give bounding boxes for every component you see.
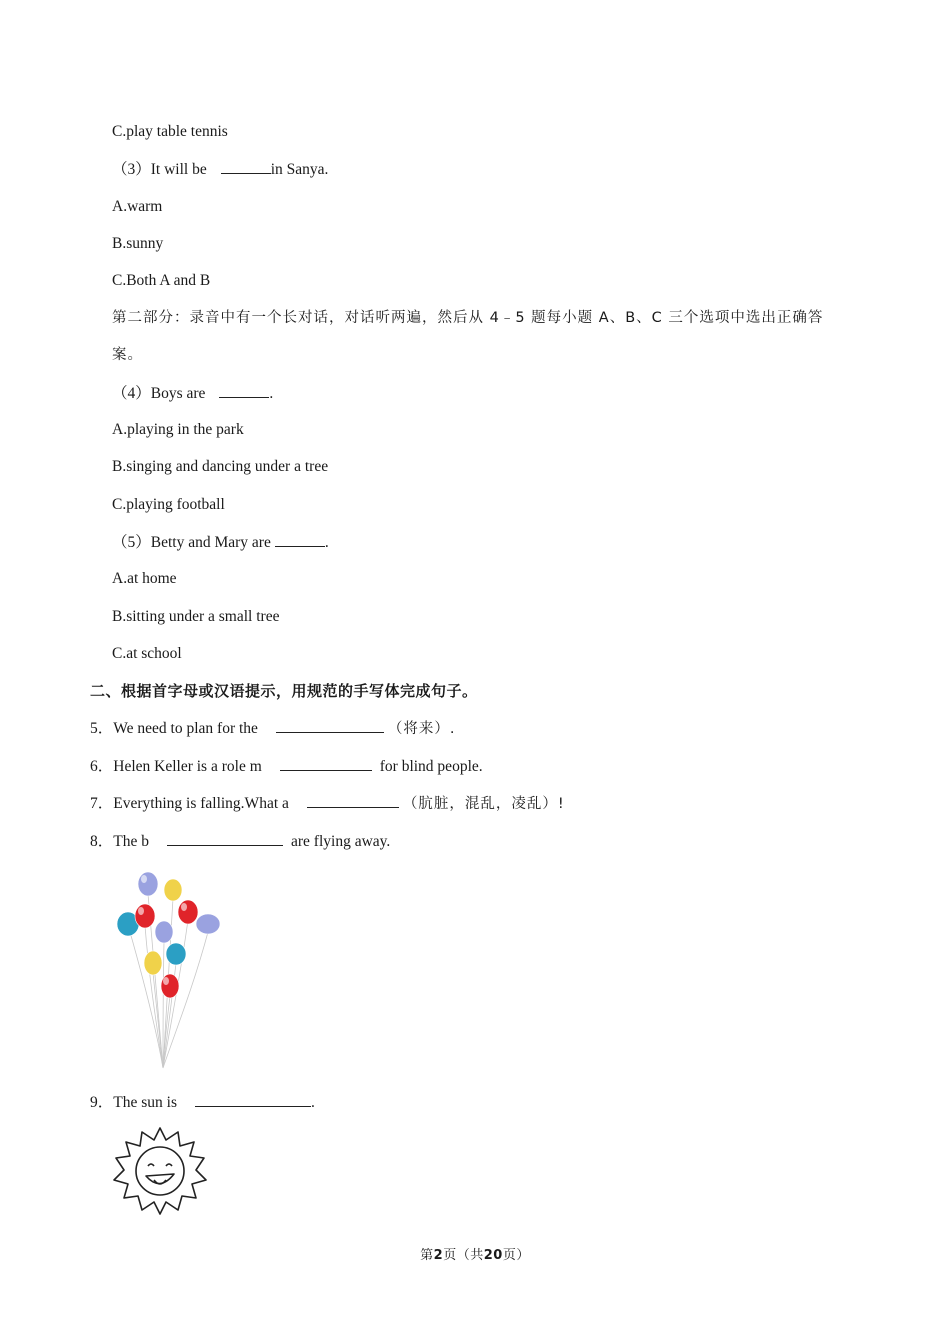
question-4 (112, 383, 273, 404)
question-5-prefix: （5）Betty and Mary are (112, 534, 271, 551)
section2-heading: 二、根据首字母或汉语提示，用规范的手写体完成句子。 (90, 682, 478, 700)
part2-instruction-line1: 第二部分：录音中有一个长对话，对话听两遍，然后从 4﹣5 题每小题 A、B、C 三个选项中选出正确答 (112, 310, 824, 326)
q4-option-a: A.playing in the park (112, 421, 244, 438)
footer-page-number: 2 (433, 1248, 444, 1263)
q3-option-c: C.Both A and B (112, 272, 211, 289)
item-text: We need to plan for the (113, 720, 258, 737)
answer-blank[interactable] (307, 793, 399, 808)
item-text: The b (113, 833, 149, 850)
answer-blank[interactable] (276, 718, 384, 733)
q5-option-b: B.sitting under a small tree (112, 608, 280, 625)
item-number: 7． (90, 795, 114, 812)
item-6 (90, 756, 483, 777)
item-number: 6． (90, 758, 114, 775)
q5-option-c: C.at school (112, 645, 182, 662)
item-hint: （将来）. (387, 721, 456, 737)
item-9 (90, 1092, 315, 1113)
smiling-sun-image (112, 1126, 208, 1216)
question-3-suffix: in Sanya. (270, 161, 329, 178)
q3-option-b: B.sunny (112, 235, 164, 252)
footer-mid: 页（共 (443, 1248, 484, 1263)
q2-option-c: C.play table tennis (112, 123, 228, 140)
item-text-after: . (310, 1094, 315, 1111)
item-text: Everything is falling.What a (113, 795, 289, 812)
question-3 (112, 159, 328, 180)
answer-blank[interactable] (167, 831, 283, 846)
answer-blank[interactable] (280, 756, 372, 771)
item-text: The sun is (113, 1094, 177, 1111)
q4-option-c: C.playing football (112, 496, 225, 513)
question-3-prefix: （3）It will be (112, 161, 207, 178)
page-footer (0, 1244, 950, 1263)
item-hint: （肮脏，混乱，凌乱）! (402, 796, 565, 812)
answer-blank[interactable] (195, 1092, 311, 1107)
q5-option-a: A.at home (112, 570, 177, 587)
footer-total-pages: 20 (483, 1248, 503, 1263)
item-8 (90, 831, 390, 852)
balloons-image (108, 868, 228, 1074)
item-number: 5． (90, 720, 114, 737)
item-text-after: are flying away. (291, 833, 391, 850)
item-number: 8． (90, 833, 114, 850)
question-5-suffix: . (324, 534, 329, 551)
q4-option-b: B.singing and dancing under a tree (112, 458, 329, 475)
footer-post: 页） (502, 1248, 530, 1263)
footer-pre: 第 (420, 1248, 434, 1263)
answer-blank[interactable] (219, 383, 269, 398)
question-5 (112, 532, 329, 553)
item-7 (90, 793, 565, 814)
item-number: 9． (90, 1094, 114, 1111)
item-5 (90, 718, 456, 739)
question-4-suffix: . (269, 385, 274, 402)
item-text-after: for blind people. (379, 758, 483, 775)
question-4-prefix: （4）Boys are (112, 385, 206, 402)
item-text: Helen Keller is a role m (113, 758, 262, 775)
answer-blank[interactable] (275, 532, 325, 547)
q3-option-a: A.warm (112, 198, 163, 215)
answer-blank[interactable] (221, 159, 271, 174)
part2-instruction-line2: 案。 (112, 347, 143, 363)
